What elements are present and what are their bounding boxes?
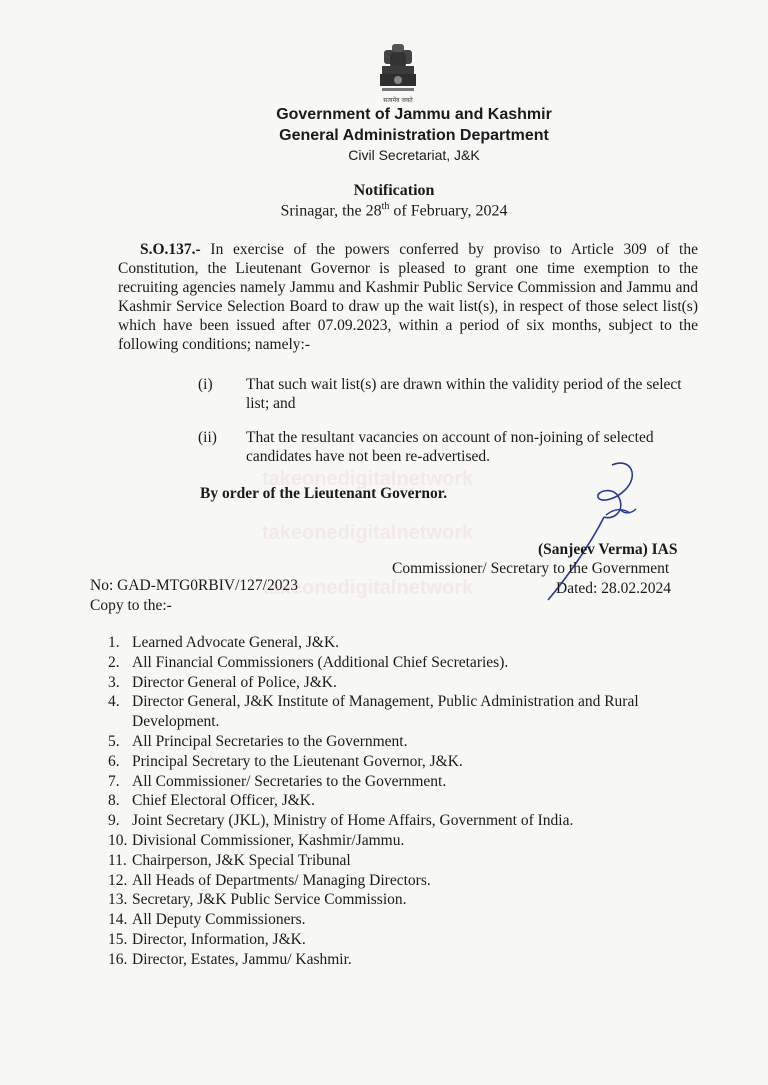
condition-text: That such wait list(s) are drawn within the validity period of the select list; and [246, 376, 682, 412]
list-item: 9. Joint Secretary (JKL), Ministry of Home Affairs, Government of India. [108, 812, 574, 830]
list-item: 11. Chairperson, J&K Special Tribunal [108, 851, 351, 869]
condition-text: That the resultant vacancies on account of non-joining of selected candidates have not been re-advertised. [246, 429, 654, 465]
notification-date: Srinagar, the 28th of February, 2024 [280, 201, 508, 220]
list-item: 8. Chief Electoral Officer, J&K. [108, 792, 315, 810]
department-header-secretariat: Civil Secretariat, J&K [348, 147, 480, 163]
condition-number: (ii) [198, 429, 217, 446]
list-item: 6. Principal Secretary to the Lieutenant Governor, J&K. [108, 752, 463, 770]
reference-number: No: GAD-MTG0RBIV/127/2023 [90, 577, 298, 594]
watermark-text: takeonedigitalnetwork [262, 577, 474, 599]
list-item: 13. Secretary, J&K Public Service Commission. [108, 891, 407, 909]
signatory-designation: Commissioner/ Secretary to the Government [392, 560, 670, 577]
list-item: 16. Director, Estates, Jammu/ Kashmir. [108, 950, 352, 968]
list-item: 10. Divisional Commissioner, Kashmir/Jammu. [108, 831, 405, 849]
order-paragraph [118, 240, 698, 354]
emblem-caption: सत्यमेव जयते [383, 97, 413, 104]
copy-to-heading: Copy to the:- [90, 597, 172, 614]
condition-item [198, 375, 696, 413]
order-line: By order of the Lieutenant Governor. [200, 485, 448, 502]
department-header-government: Government of Jammu and Kashmir [276, 106, 552, 123]
department-header-gad: General Administration Department [279, 127, 549, 144]
notification-title: Notification [353, 182, 435, 199]
list-item: 2. All Financial Commissioners (Additional Chief Secretaries). [108, 653, 509, 671]
so-number: S.O.137.- [140, 241, 201, 258]
paragraph-text: In exercise of the powers conferred by proviso to Article 309 of the Constitution, the Lieutenant Governor is pleased to grant one time exemption to the recruiting agencies namely Jammu and Kashmir Public Service Commission and Jammu and Kashmir Service Selection Board to draw up the wait list(s), in respect of those select list(s) which have been issued after 07.09.2023, within a period of six months, subject to the following conditions; namely:- [118, 241, 698, 353]
list-item: 1. Learned Advocate General, J&K. [108, 634, 340, 651]
list-item: 4. Director General, J&K Institute of Management, Public Administration and Rural Development. [108, 693, 639, 731]
copy-recipient-list [108, 633, 698, 970]
list-item: 5. All Principal Secretaries to the Government. [108, 732, 408, 750]
condition-number: (i) [198, 376, 213, 393]
watermark-text: takeonedigitalnetwork [262, 468, 474, 490]
list-item: 7. All Commissioner/ Secretaries to the Government. [108, 772, 447, 790]
list-item: 12. All Heads of Departments/ Managing Directors. [108, 871, 431, 889]
signatory-date: Dated: 28.02.2024 [556, 580, 671, 597]
list-item: 14. All Deputy Commissioners. [108, 911, 306, 929]
watermark-text: takeonedigitalnetwork [262, 522, 474, 544]
signatory-name: (Sanjeev Verma) IAS [538, 541, 678, 558]
list-item: 15. Director, Information, J&K. [108, 930, 306, 948]
national-emblem-icon [372, 42, 424, 106]
list-item: 3. Director General of Police, J&K. [108, 673, 337, 691]
